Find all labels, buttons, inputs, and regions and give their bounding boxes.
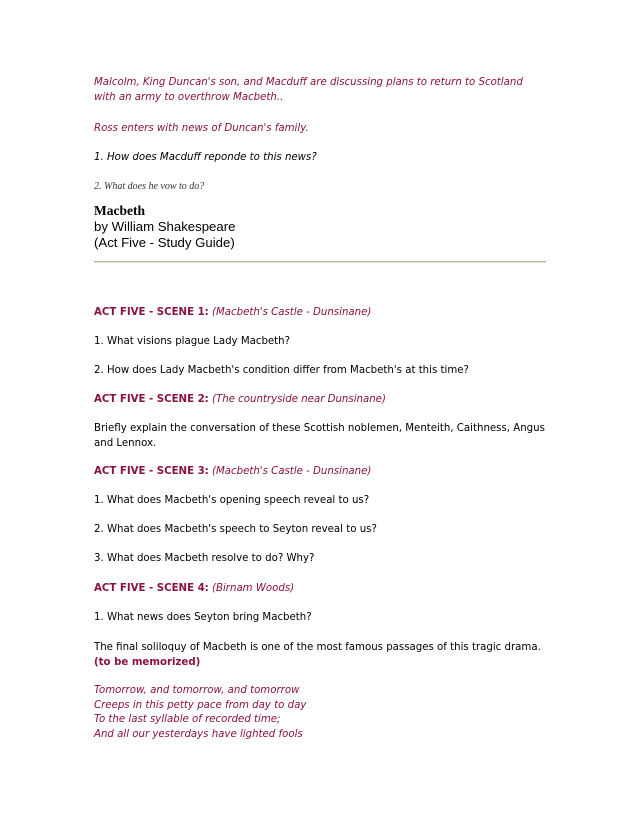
page-title: Macbeth: [94, 203, 145, 218]
ross-paragraph: Ross enters with news of Duncan's family.: [94, 123, 309, 134]
scene-2-heading: [94, 392, 546, 407]
soliloquy-paragraph: [94, 640, 546, 670]
scene-1-heading: [94, 305, 546, 320]
scene-4-heading: [94, 581, 546, 596]
poem-line-4: And all our yesterdays have lighted fools: [94, 729, 303, 740]
scene-1-question-1: 1. What visions plague Lady Macbeth?: [94, 336, 291, 347]
intro-question-2: 2. What does he vow to do?: [94, 181, 205, 192]
scene-1-label: ACT FIVE - SCENE 1:: [94, 307, 209, 318]
memorize-note: (to be memorized): [94, 657, 201, 668]
scene-2-text: Briefly explain the conversation of these Scottish noblemen, Menteith, Caithness, Angus and Lennox.: [94, 423, 545, 449]
scene-1-question-2: 2. How does Lady Macbeth's condition differ from Macbeth's at this time?: [94, 365, 469, 376]
author-line: by William Shakespeare: [94, 219, 236, 234]
scene-4-label: ACT FIVE - SCENE 4:: [94, 583, 209, 594]
poem-line-1: Tomorrow, and tomorrow, and tomorrow: [94, 685, 300, 696]
intro-paragraph: Malcolm, King Duncan's son, and Macduff are discussing plans to return to Scotland with an army to overthrow Macbeth..: [94, 77, 523, 103]
horizontal-rule: [94, 261, 546, 263]
scene-3-label: ACT FIVE - SCENE 3:: [94, 466, 209, 477]
scene-3-location: (Macbeth's Castle - Dunsinane): [212, 466, 372, 477]
subtitle-line: (Act Five - Study Guide): [94, 234, 235, 250]
scene-4-location: (Birnam Woods): [212, 583, 295, 594]
scene-2-label: ACT FIVE - SCENE 2:: [94, 394, 209, 405]
poem-line-3: To the last syllable of recorded time;: [94, 714, 281, 725]
scene-3-question-3: 3. What does Macbeth resolve to do? Why?: [94, 553, 315, 564]
scene-1-location: (Macbeth's Castle - Dunsinane): [212, 307, 372, 318]
scene-2-location: (The countryside near Dunsinane): [212, 394, 386, 405]
soliloquy-text: The final soliloquy of Macbeth is one of the most famous passages of this tragic drama.: [94, 642, 541, 653]
scene-3-heading: [94, 464, 546, 479]
scene-3-question-1: 1. What does Macbeth's opening speech reveal to us?: [94, 495, 370, 506]
scene-3-question-2: 2. What does Macbeth's speech to Seyton reveal to us?: [94, 524, 377, 535]
poem-line-2: Creeps in this petty pace from day to day: [94, 700, 307, 711]
intro-question-1: 1. How does Macduff reponde to this news?: [94, 152, 317, 163]
title-block: [94, 203, 546, 250]
scene-4-question-1: 1. What news does Seyton bring Macbeth?: [94, 612, 312, 623]
